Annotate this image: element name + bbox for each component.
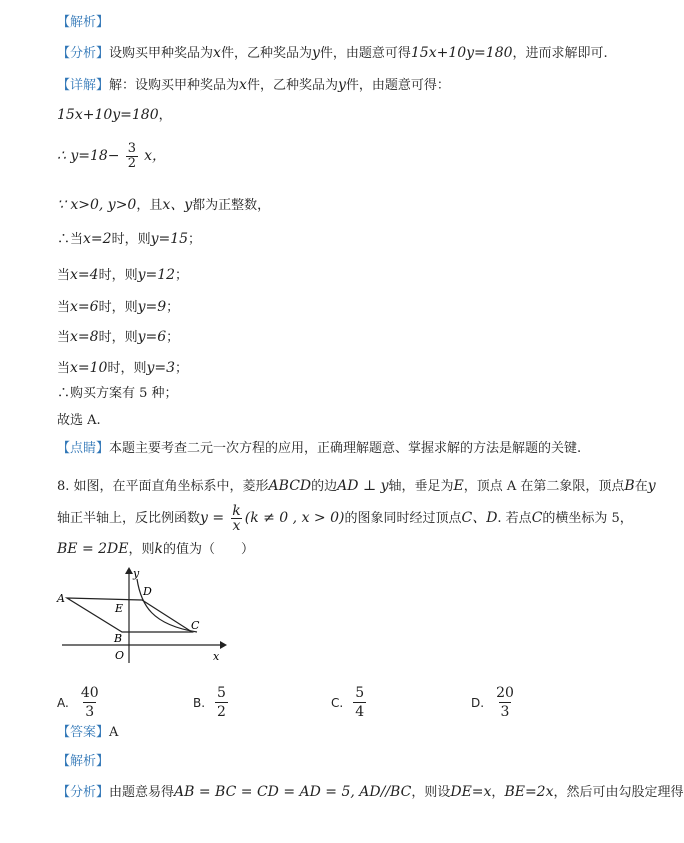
section-tag: 【解析】 [57,15,110,30]
fraction: $\frac{5}{4}$ [355,685,365,720]
label-c: C [191,619,200,632]
label-x: x [213,650,220,663]
case-line: 当x=4时，则y=12； [57,267,189,283]
option-a[interactable]: A. $\frac{40}{3}$ [57,685,99,720]
y-axis-arrow [125,567,133,574]
analysis-line: 【分析】由题意易得AB = BC = CD = AD = 5, AD//BC，则设DE=x，BE=2x，然后可由勾股定理得 [57,784,684,800]
equation-line: ∴ y=18− $\frac{3}{2}$ x， [57,141,167,171]
question-line: BE = 2DE，则k的值为（ ） [57,541,255,557]
section-tag: 【分析】 [57,785,110,800]
question-line: 8. 如图，在平面直角坐标系中，菱形ABCD的边AD ⊥ y轴，垂足为E，顶点 A 在第二象限，顶点B在y [57,478,656,494]
section-tag: 【详解】 [57,78,110,93]
label-d: D [143,585,152,598]
label-o: O [115,649,125,662]
answer-line: 【答案】A [57,725,119,740]
option-c[interactable]: C. $\frac{5}{4}$ [331,685,365,720]
fraction: $\frac{3}{2}$ [127,141,136,171]
label-e: E [115,602,124,615]
case-line: 当x=6时，则y=9； [57,299,180,315]
label-b: B [114,632,123,645]
section-tag: 【答案】 [57,725,110,740]
fraction: $\frac{40}{3}$ [80,685,99,720]
geometry-figure [57,565,227,665]
x-axis-arrow [220,641,227,649]
case-line: 当x=10时，则y=3； [57,360,189,376]
equation: 15x+10y=180 [410,45,513,61]
section-tag: 【点睛】 [57,441,110,456]
analysis-header [57,14,109,32]
condition-line: ∵ x>0, y>0，且x、y都为正整数， [57,197,271,213]
analysis-header [57,753,109,771]
label-y: y [133,567,140,580]
case-line: 当x=8时，则y=6； [57,329,180,345]
detail-line: 【详解】解：设购买甲种奖品为x件，乙种奖品为y件，由题意可得： [57,77,450,93]
conclusion-line: ∴购买方案有 5 种； [57,386,178,401]
option-b[interactable]: B. $\frac{5}{2}$ [193,685,226,720]
section-tag: 【解析】 [57,754,110,769]
option-d[interactable]: D. $\frac{20}{3}$ [471,685,514,720]
fraction: $\frac{20}{3}$ [496,685,514,720]
analysis-line: 【分析】设购买甲种奖品为x件，乙种奖品为y件，由题意可得15x+10y=180，进而求解即可. [57,45,608,61]
fraction: $\frac{5}{2}$ [217,685,226,720]
equation: 15x+10y=180 [57,107,159,123]
question-line: 轴正半轴上，反比例函数y = $\frac{k}{x}$ (k ≠ 0 , x > 0)的图象同时经过顶点C、D. 若点C的横坐标为 5， [57,503,633,534]
case-line: ∴当x=2时，则y=15； [57,231,202,247]
label-a: A [57,592,65,605]
comment-line: 【点睛】本题主要考查二元一次方程的应用，正确理解题意、掌握求解的方法是解题的关键. [57,441,582,456]
section-tag: 【分析】 [57,46,110,61]
conclusion-line: 故选 A. [57,413,101,428]
equation-line: 15x+10y=180， [57,107,172,123]
fraction: $\frac{k}{x}$ [232,503,241,534]
